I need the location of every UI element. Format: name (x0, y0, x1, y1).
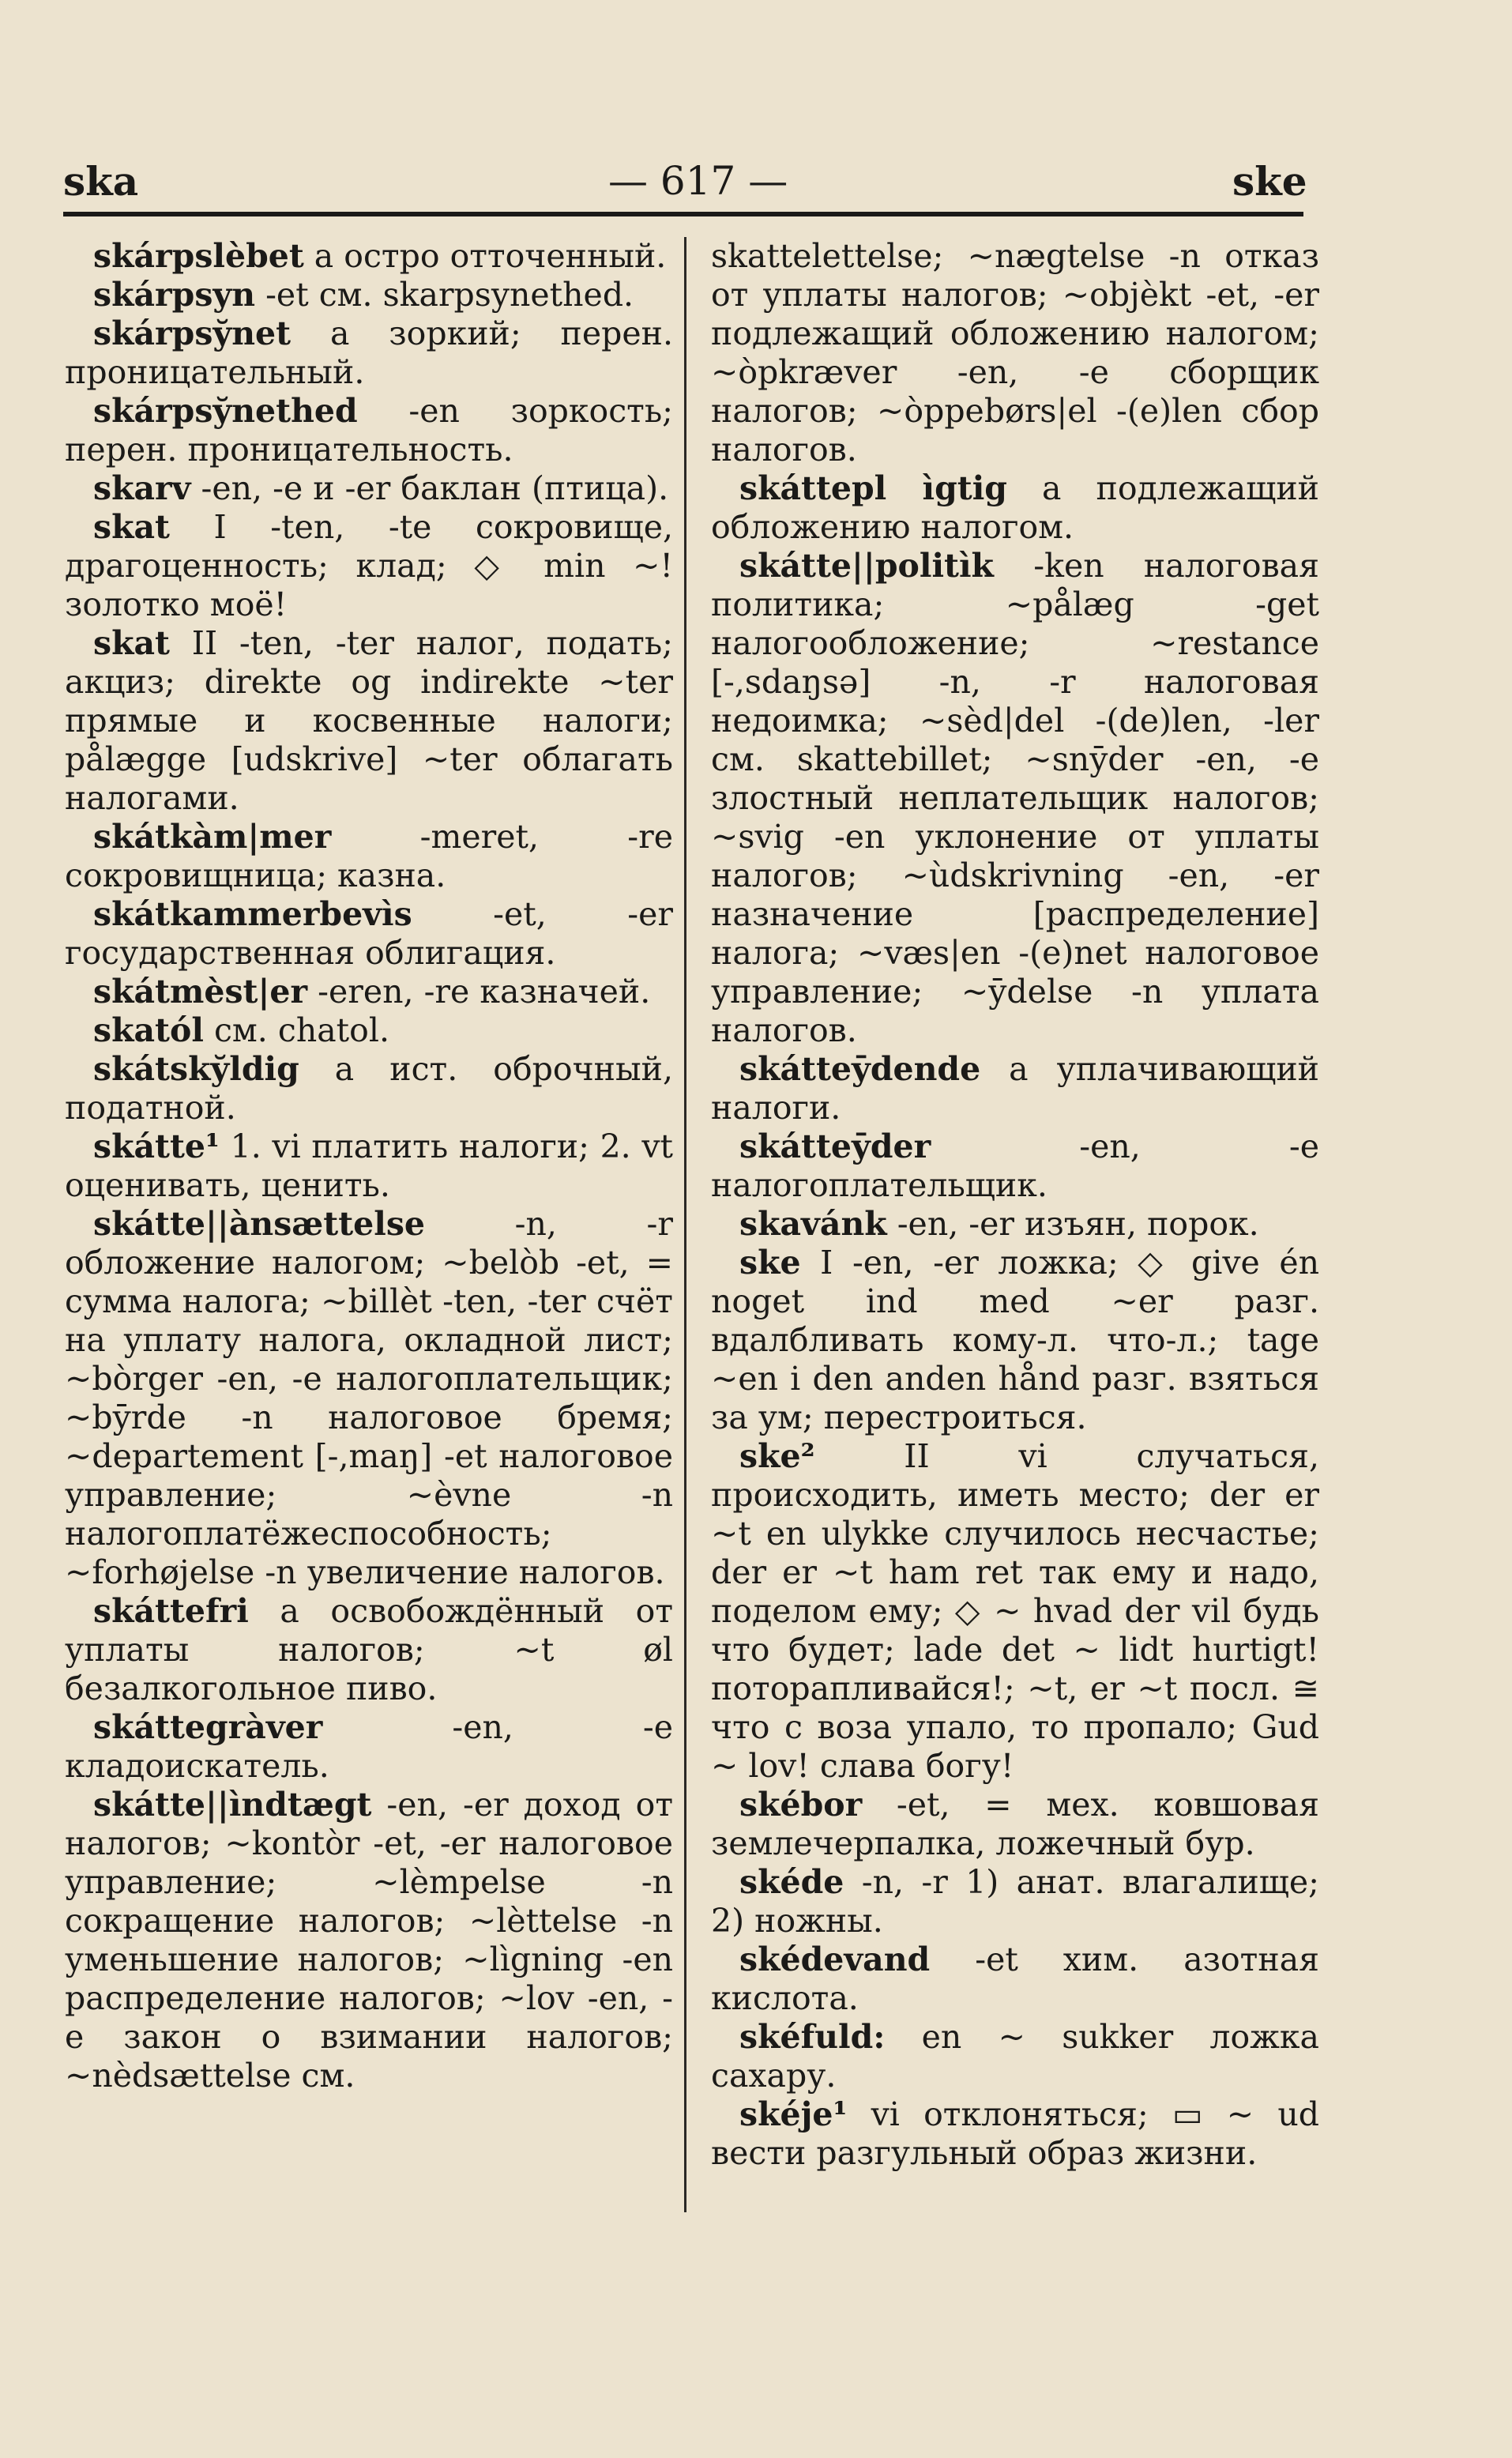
dictionary-entry (65, 314, 673, 392)
dictionary-entry (65, 1011, 673, 1050)
entry-headword: ske² (739, 1437, 815, 1475)
dictionary-entry (711, 1786, 1319, 1863)
dictionary-entry (65, 818, 673, 895)
entry-headword: skárpslèbet (93, 237, 304, 275)
entry-definition: -en зоркость; перен. проницательность. (65, 392, 673, 469)
dictionary-entry (711, 2018, 1319, 2095)
entry-headword: skáttepl ìgtig (739, 469, 1007, 507)
entry-headword: skáttefri (93, 1592, 249, 1630)
dictionary-entry (65, 973, 673, 1011)
dictionary-entry (711, 547, 1319, 1050)
entry-definition: II -ten, -ter налог, подать; акциз; direkte og indirekte ~ter прямые и косвенные налоги; pålægge [udskrive] ~ter облагать налогами. (65, 624, 673, 817)
entry-headword: skatól (93, 1011, 204, 1049)
entry-headword: skarv (93, 469, 191, 507)
dictionary-entry (65, 1786, 673, 2095)
entry-headword: skáttegràver (93, 1708, 323, 1746)
dictionary-entry (65, 1050, 673, 1127)
entry-definition: см. chatol. (203, 1011, 389, 1049)
dictionary-entry (65, 1592, 673, 1708)
entry-headword: skátteȳder (739, 1127, 931, 1165)
entry-definition: a освобождённый от уплаты налогов; ~t øl безалкогольное пиво. (65, 1592, 673, 1707)
dictionary-entry (711, 1437, 1319, 1786)
entry-headword: skátte||politìk (739, 547, 994, 585)
dictionary-entry (65, 895, 673, 973)
entry-definition: 1. vi платить налоги; 2. vt оценивать, ценить. (65, 1127, 673, 1204)
entry-definition: skattelettelse; ~nægtelse -n отказ от уплаты налогов; ~objèkt -et, -er подлежащий обложению налогом; ~òpkræver -en, -e сборщик налогов; ~òppebørs|el -(e)len сбор налогов. (711, 237, 1319, 469)
entry-definition: -en, -er доход от налогов; ~kontòr -et, -er налоговое управление; ~lèmpelse -n сокращение налогов; ~lèttelse -n уменьшение налогов; ~lìgning -en распределение налогов; ~lov -en, -e закон о взимании налогов; ~nèdsættelse см. (65, 1786, 673, 2095)
entry-definition: -et хим. азотная кислота. (711, 1940, 1319, 2017)
column-divider (684, 237, 686, 2212)
dictionary-entry (65, 392, 673, 469)
dictionary-entry (65, 1127, 673, 1205)
entry-headword: skárpsy̆nethed (93, 392, 358, 430)
entry-definition: I -ten, -te сокровище, драгоценность; клад; ◇ min ~! золотко моё! (65, 508, 673, 623)
dictionary-entry (711, 1863, 1319, 1940)
entry-definition: vi отклоняться; ▭ ~ ud вести разгульный образ жизни. (711, 2095, 1319, 2172)
entry-definition: II vi случаться, происходить, иметь место; der er ~t en ulykke случилось несчастье; der er ~t ham ret так ему и надо, поделом ему; ◇ ~ hvad der vil будь что будет; lade det ~ lidt hurtigt! поторапливайся!; ~t, er ~t посл. ≅ что с воза упало, то пропало; Gud ~ lov! слава богу! (711, 1437, 1319, 1785)
page-number: — 617 — (608, 158, 788, 204)
entry-definition: en ~ sukker ложка сахару. (711, 2018, 1319, 2095)
right-column (711, 237, 1319, 2173)
header-rule (63, 212, 1303, 216)
entry-headword: skédevand (739, 1940, 931, 1978)
entry-definition: -et, = мех. ковшовая землечерпалка, ложечный бур. (711, 1786, 1319, 1862)
entry-definition: -n, -r обложение налогом; ~belòb -et, = сумма налога; ~billèt -ten, -ter счёт на уплату налога, окладной лист; ~bòrger -en, -e налогоплательщик; ~bȳrde -n налоговое бремя; ~departement [-,maŋ] -et налоговое управление; ~èvne -n налогоплатёжеспособность; ~forhøjelse -n увеличение налогов. (65, 1205, 673, 1591)
entry-headword: skébor (739, 1786, 863, 1824)
dictionary-entry (711, 1205, 1319, 1244)
dictionary-entry (711, 1127, 1319, 1205)
entry-definition: I -en, -er ложка; ◇ give én noget ind med ~er разг. вдалбливать кому-л. что-л.; tage ~en i den anden hånd разг. взяться за ум; перестроиться. (711, 1244, 1319, 1436)
entry-definition: -n, -r 1) анат. влагалище; 2) ножны. (711, 1863, 1319, 1940)
entry-headword: skéje¹ (739, 2095, 848, 2133)
dictionary-entry (711, 1050, 1319, 1127)
entry-headword: skátte||ìndtægt (93, 1786, 372, 1824)
entry-definition: -en, -er изъян, порок. (886, 1205, 1259, 1243)
entry-definition: a зоркий; перен. проницательный. (65, 314, 673, 391)
entry-headword: skátte¹ (93, 1127, 220, 1165)
dictionary-entry (711, 2095, 1319, 2173)
entry-headword: skat (93, 624, 170, 662)
entry-headword: skárpsy̆net (93, 314, 291, 352)
entry-headword: skárpsyn (93, 276, 256, 314)
entry-headword: skavánk (739, 1205, 887, 1243)
entry-headword: skátsky̆ldig (93, 1050, 299, 1088)
dictionary-entry (65, 1205, 673, 1592)
entry-headword: skéde (739, 1863, 844, 1901)
header-right-guide-word: ske (1232, 158, 1307, 205)
dictionary-entry (711, 1940, 1319, 2018)
entry-headword: skátkammerbevìs (93, 895, 412, 933)
dictionary-entry (65, 276, 673, 314)
dictionary-entry (65, 469, 673, 508)
entry-definition: a ист. оброчный, податной. (65, 1050, 673, 1127)
entry-definition: -en, -e налогоплательщик. (711, 1127, 1319, 1204)
entry-definition: -en, -e кладоискатель. (65, 1708, 673, 1785)
entry-definition: -meret, -re сокровищница; казна. (65, 818, 673, 894)
dictionary-entry (65, 1708, 673, 1786)
entry-definition: -en, -e и -er баклан (птица). (190, 469, 669, 507)
dictionary-entry (65, 237, 673, 276)
page-header (0, 0, 1512, 229)
entry-headword: skéfuld: (739, 2018, 886, 2056)
dictionary-entry (65, 624, 673, 818)
entry-definition: -et, -er государственная облигация. (65, 895, 673, 972)
entry-definition: -eren, -re казначей. (307, 973, 651, 1011)
entry-definition: a уплачивающий налоги. (711, 1050, 1319, 1127)
entry-headword: skátte||ànsættelse (93, 1205, 425, 1243)
left-column (65, 237, 673, 2095)
entry-definition: a подлежащий обложению налогом. (711, 469, 1319, 546)
header-left-guide-word: ska (63, 158, 139, 205)
entry-definition: -ken налоговая политика; ~pålæg -get налогообложение; ~restance [-,sdaŋsə] -n, -r налоговая недоимка; ~sèd|del -(de)len, -ler см. skattebillet; ~snȳder -en, -e злостный неплательщик налогов; ~svig -en уклонение от уплаты налогов; ~ùdskrivning -en, -er назначение [распределение] налога; ~væs|en -(e)net налоговое управление; ~ȳdelse -n уплата налогов. (711, 547, 1319, 1049)
entry-headword: skátkàm|mer (93, 818, 332, 856)
entry-headword: ske (739, 1244, 801, 1282)
entry-headword: skat (93, 508, 170, 546)
dictionary-entry (711, 1244, 1319, 1437)
entry-definition: -et см. skarpsynethed. (255, 276, 634, 314)
dictionary-entry (65, 508, 673, 624)
entry-definition: a остро отточенный. (303, 237, 667, 275)
entry-headword: skátmèst|er (93, 973, 308, 1011)
dictionary-entry (711, 237, 1319, 469)
dictionary-entry (711, 469, 1319, 547)
entry-headword: skátteȳdende (739, 1050, 981, 1088)
